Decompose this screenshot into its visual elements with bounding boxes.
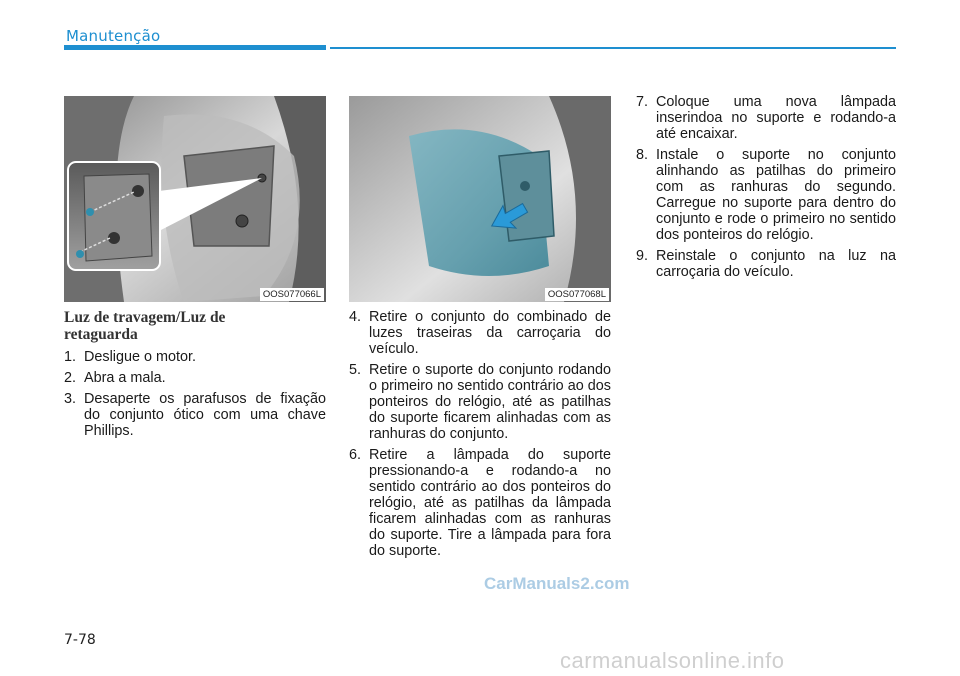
step-item xyxy=(64,370,326,386)
figure-code: OOS077066L xyxy=(260,288,324,301)
step-number: 7. xyxy=(636,94,649,110)
step-text: Retire o conjunto do combinado de luzes traseiras da carroçaria do veículo. xyxy=(369,309,611,357)
step-item xyxy=(64,349,326,365)
steps-list xyxy=(349,309,611,559)
left-column xyxy=(64,309,326,444)
figure-bolts-drawing xyxy=(64,96,326,302)
figure-lamp-assembly-illustration xyxy=(349,96,611,302)
step-text: Instale o suporte no conjunto alinhando as patilhas do primeiro com as ranhuras do segundo. Carregue no suporte para dentro do conjunto e rode o primeiro no sentido dos ponteiros do relógio. xyxy=(656,147,896,243)
step-text: Desligue o motor. xyxy=(84,349,196,365)
header-rule-thin xyxy=(330,47,896,49)
subsection-heading: Luz de travagem/Luz de retaguarda xyxy=(64,309,226,343)
step-item xyxy=(349,447,611,559)
step-text: Abra a mala. xyxy=(84,370,166,386)
watermark-bottom: carmanualsonline.info xyxy=(560,648,785,673)
step-number: 5. xyxy=(349,362,362,378)
figure-code: OOS077068L xyxy=(545,288,609,301)
section-title: Manutenção xyxy=(66,27,161,45)
step-item xyxy=(636,94,896,142)
figure-lamp-drawing xyxy=(349,96,611,302)
page-number: 7-78 xyxy=(64,632,96,648)
steps-list xyxy=(64,349,326,439)
step-text: Retire a lâmpada do suporte pressionando-a e rodando-a no sentido contrário ao dos ponteiros do relógio, até as patilhas da lâmpada ficarem alinhadas com as ranhuras do suporte. Tire a lâmpada para fora do suporte. xyxy=(369,447,611,559)
step-number: 8. xyxy=(636,147,649,163)
step-number: 4. xyxy=(349,309,362,325)
step-item xyxy=(349,362,611,442)
header-rule-thick xyxy=(64,45,326,50)
step-text: Coloque uma nova lâmpada inserindoa no suporte e rodando-a até encaixar. xyxy=(656,94,896,142)
step-number: 6. xyxy=(349,447,362,463)
step-text: Reinstale o conjunto na luz na carroçaria do veículo. xyxy=(656,248,896,280)
middle-column xyxy=(349,309,611,564)
steps-list xyxy=(636,94,896,280)
step-number: 9. xyxy=(636,248,649,264)
step-number: 2. xyxy=(64,370,77,386)
step-number: 3. xyxy=(64,391,77,407)
step-number: 1. xyxy=(64,349,77,365)
step-text: Desaperte os parafusos de fixação do conjunto ótico com uma chave Phillips. xyxy=(84,391,326,439)
step-item xyxy=(64,391,326,439)
watermark-overlay: CarManuals2.com xyxy=(484,574,630,593)
step-item xyxy=(636,147,896,243)
right-column xyxy=(636,94,896,285)
step-item xyxy=(636,248,896,280)
step-text: Retire o suporte do conjunto rodando o primeiro no sentido contrário ao dos ponteiros do relógio, até as patilhas do suporte ficarem alinhadas com as ranhuras do conjunto. xyxy=(369,362,611,442)
figure-bolts-illustration xyxy=(64,96,326,302)
step-item xyxy=(349,309,611,357)
